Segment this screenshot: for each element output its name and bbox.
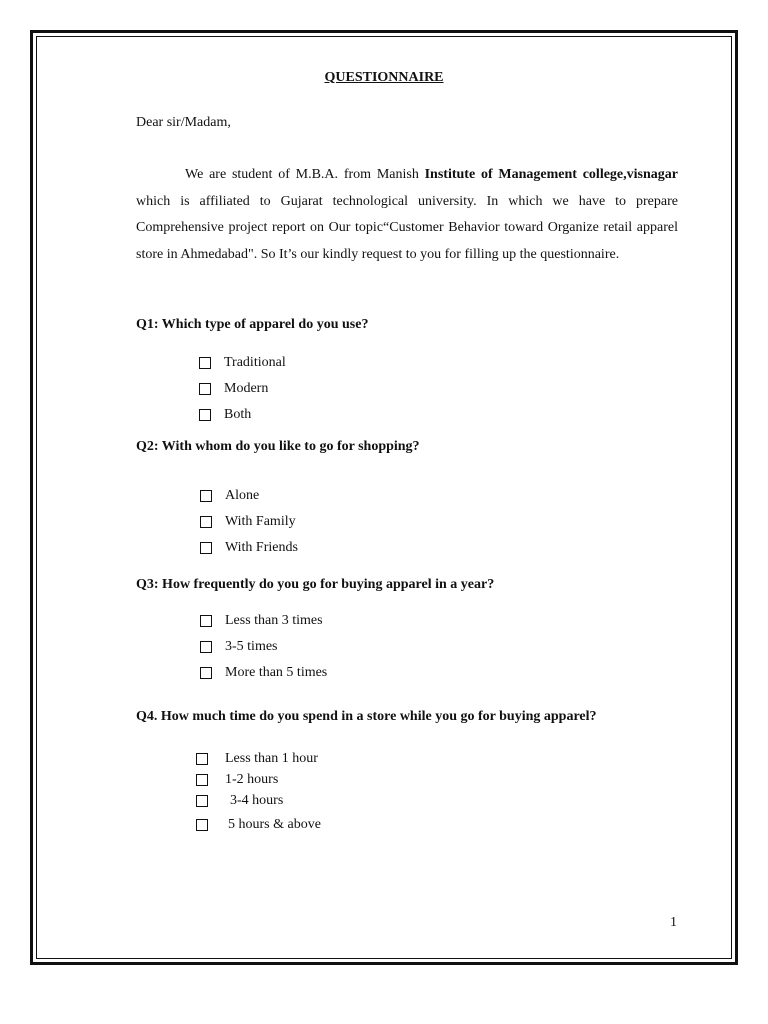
option-label: Modern <box>224 381 269 396</box>
document-title: QUESTIONNAIRE <box>324 70 444 85</box>
q1-option-modern[interactable] <box>199 381 268 397</box>
checkbox[interactable] <box>200 516 212 528</box>
checkbox[interactable] <box>200 490 212 502</box>
option-label: 1-2 hours <box>225 772 279 787</box>
intro-paragraph <box>136 162 678 268</box>
checkbox[interactable] <box>196 753 208 765</box>
checkbox[interactable] <box>199 409 211 421</box>
option-label: Less than 3 times <box>225 613 323 628</box>
option-label: 3-5 times <box>225 639 278 654</box>
q3-option-3-5[interactable] <box>200 639 278 655</box>
q4-option-1-2-hours[interactable] <box>196 772 278 788</box>
checkbox[interactable] <box>199 357 211 369</box>
checkbox[interactable] <box>196 774 208 786</box>
checkbox[interactable] <box>199 383 211 395</box>
q2-option-alone[interactable] <box>200 488 259 504</box>
q4-option-less-than-1-hour[interactable] <box>196 751 318 767</box>
greeting: Dear sir/Madam, <box>136 115 231 130</box>
intro-text-institute: Institute of Management college,visnagar <box>424 167 678 182</box>
option-label: Less than 1 hour <box>225 751 318 766</box>
q4-option-5-hours-above[interactable] <box>196 817 321 833</box>
q1-option-traditional[interactable] <box>199 355 286 371</box>
checkbox[interactable] <box>200 615 212 627</box>
q2-option-with-friends[interactable] <box>200 540 298 556</box>
page-number: 1 <box>670 915 677 930</box>
question-4: Q4. How much time do you spend in a store while you go for buying apparel? <box>136 709 597 724</box>
question-1: Q1: Which type of apparel do you use? <box>136 317 369 332</box>
option-label: 5 hours & above <box>228 817 321 832</box>
option-label: With Friends <box>225 540 298 555</box>
option-label: Both <box>224 407 252 422</box>
option-label: With Family <box>225 514 296 529</box>
q1-option-both[interactable] <box>199 407 251 423</box>
option-label: More than 5 times <box>225 665 328 680</box>
q3-option-less-than-3[interactable] <box>200 613 323 629</box>
option-label: 3-4 hours <box>230 793 284 808</box>
q2-option-with-family[interactable] <box>200 514 296 530</box>
checkbox[interactable] <box>196 819 208 831</box>
option-label: Alone <box>225 488 260 503</box>
checkbox[interactable] <box>200 667 212 679</box>
q4-option-3-4-hours[interactable] <box>196 793 283 809</box>
checkbox[interactable] <box>200 641 212 653</box>
q3-option-more-than-5[interactable] <box>200 665 327 681</box>
checkbox[interactable] <box>196 795 208 807</box>
intro-text-part2: which is affiliated to Gujarat technological university. In which we have to prepare Comprehensive project report on Our topic“Customer Behavior toward Organize retail apparel store in Ahmedabad". So It’s our kindly request to you for filling up the questionnaire. <box>136 193 678 262</box>
intro-text-part1: We are student of M.B.A. from Manish <box>185 167 425 182</box>
question-3: Q3: How frequently do you go for buying apparel in a year? <box>136 577 495 592</box>
question-2: Q2: With whom do you like to go for shopping? <box>136 439 420 454</box>
checkbox[interactable] <box>200 542 212 554</box>
option-label: Traditional <box>224 355 286 370</box>
